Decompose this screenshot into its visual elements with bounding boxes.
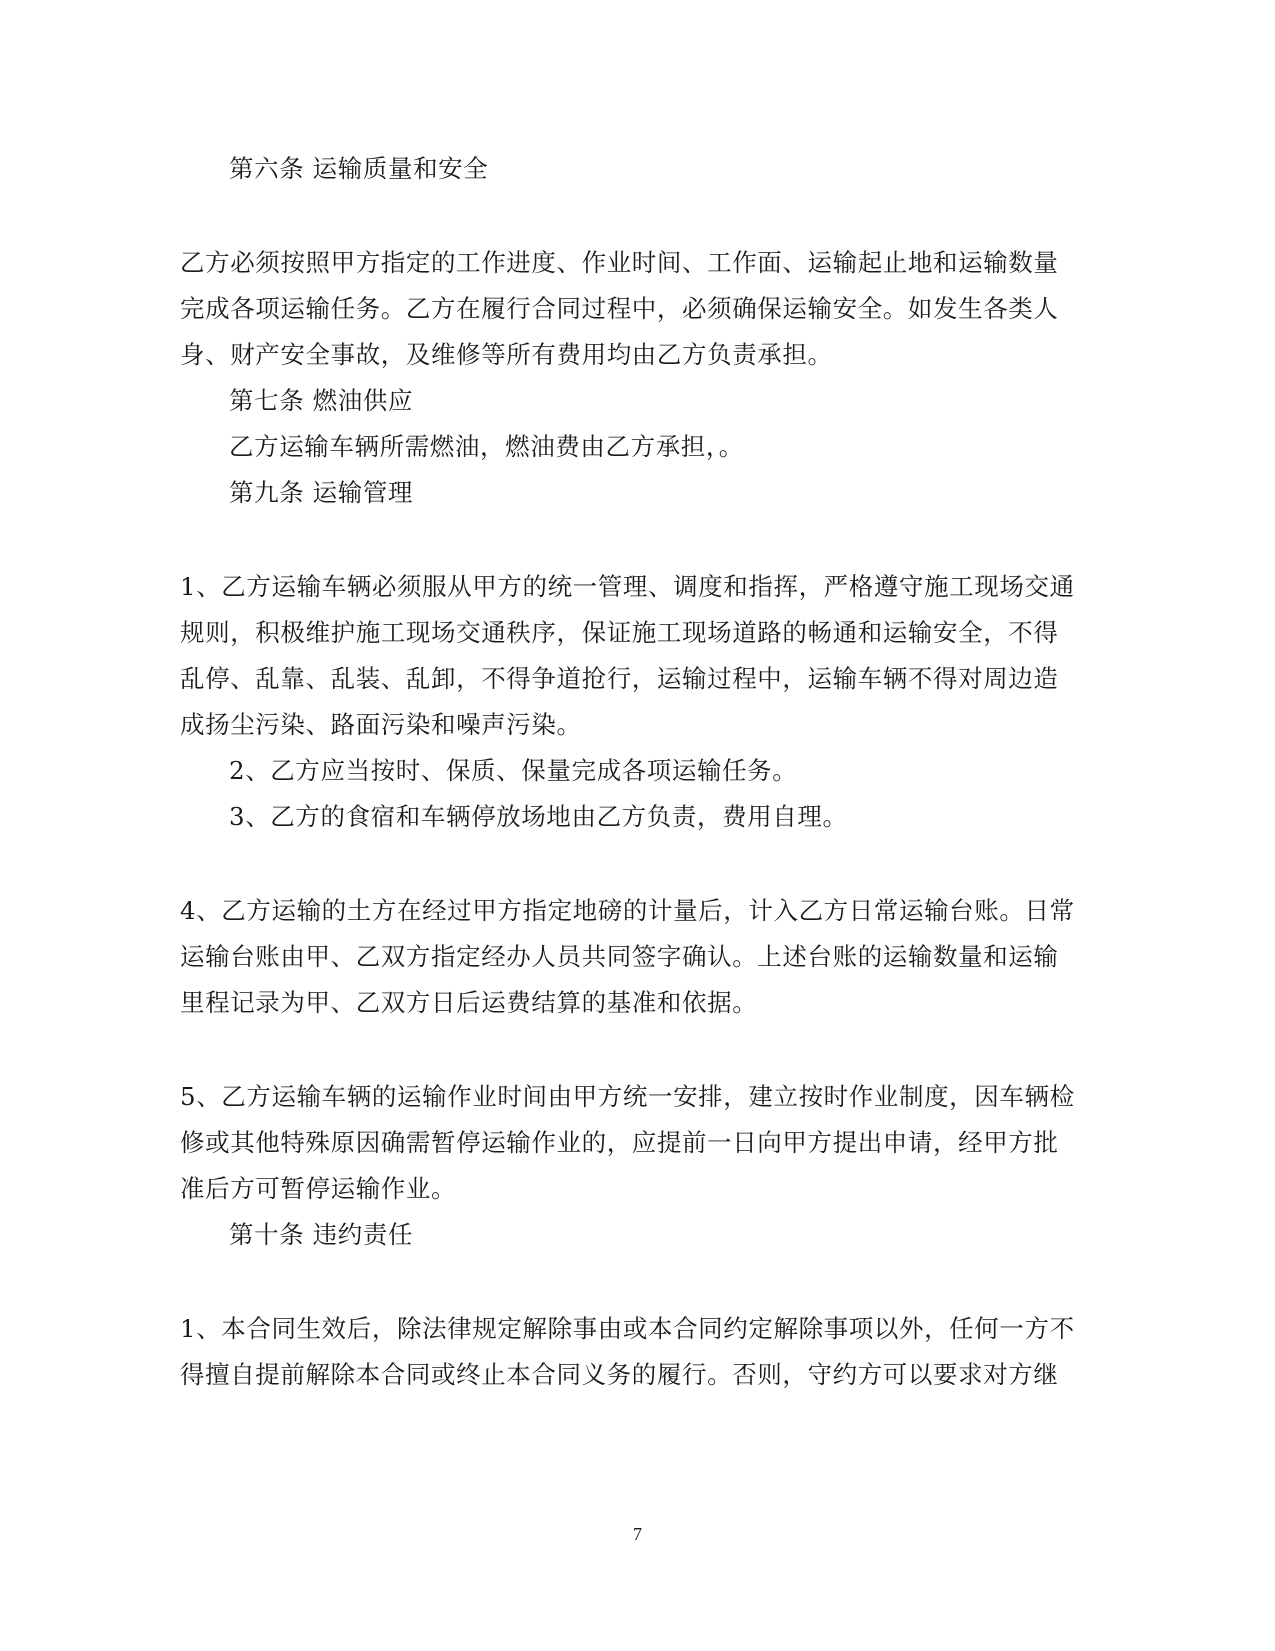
section-9-item-1-line: 1、乙方运输车辆必须服从甲方的统一管理、调度和指挥，严格遵守施工现场交通 [180, 572, 1075, 601]
section-9-item-4-line: 4、乙方运输的土方在经过甲方指定地磅的计量后，计入乙方日常运输台账。日常 [180, 896, 1075, 925]
section-9-item-2: 2、乙方应当按时、保质、保量完成各项运输任务。 [229, 756, 798, 785]
section-9-item-5-line: 修或其他特殊原因确需暂停运输作业的，应提前一日向甲方提出申请，经甲方批 [180, 1128, 1059, 1157]
section-9-item-1-line: 乱停、乱靠、乱装、乱卸，不得争道抢行，运输过程中，运输车辆不得对周边造 [180, 664, 1059, 693]
page-number: 7 [633, 1524, 642, 1544]
section-9-item-1-line: 成扬尘污染、路面污染和噪声污染。 [180, 710, 582, 739]
section-6-heading: 第六条 运输质量和安全 [229, 154, 489, 183]
section-7-heading: 第七条 燃油供应 [229, 386, 414, 415]
section-9-item-4-line: 里程记录为甲、乙双方日后运费结算的基准和依据。 [180, 988, 758, 1017]
section-6-paragraph-line: 完成各项运输任务。乙方在履行合同过程中，必须确保运输安全。如发生各类人 [180, 294, 1059, 323]
section-10-item-1-line: 得擅自提前解除本合同或终止本合同义务的履行。否则，守约方可以要求对方继 [180, 1360, 1059, 1389]
section-9-item-5-line: 5、乙方运输车辆的运输作业时间由甲方统一安排，建立按时作业制度，因车辆检 [180, 1082, 1075, 1111]
section-6-paragraph-line: 乙方必须按照甲方指定的工作进度、作业时间、工作面、运输起止地和运输数量 [180, 248, 1059, 277]
section-9-item-1-line: 规则，积极维护施工现场交通秩序，保证施工现场道路的畅通和运输安全，不得 [180, 618, 1059, 647]
section-7-paragraph-line: 乙方运输车辆所需燃油，燃油费由乙方承担，。 [229, 432, 744, 461]
section-6-paragraph-line: 身、财产安全事故，及维修等所有费用均由乙方负责承担。 [180, 340, 833, 369]
section-10-heading: 第十条 违约责任 [229, 1220, 414, 1249]
section-9-item-3: 3、乙方的食宿和车辆停放场地由乙方负责，费用自理。 [229, 802, 848, 831]
section-9-item-5-line: 准后方可暂停运输作业。 [180, 1174, 457, 1203]
section-9-heading: 第九条 运输管理 [229, 478, 414, 507]
section-9-item-4-line: 运输台账由甲、乙双方指定经办人员共同签字确认。上述台账的运输数量和运输 [180, 942, 1059, 971]
section-10-item-1-line: 1、本合同生效后，除法律规定解除事由或本合同约定解除事项以外，任何一方不 [180, 1314, 1075, 1343]
